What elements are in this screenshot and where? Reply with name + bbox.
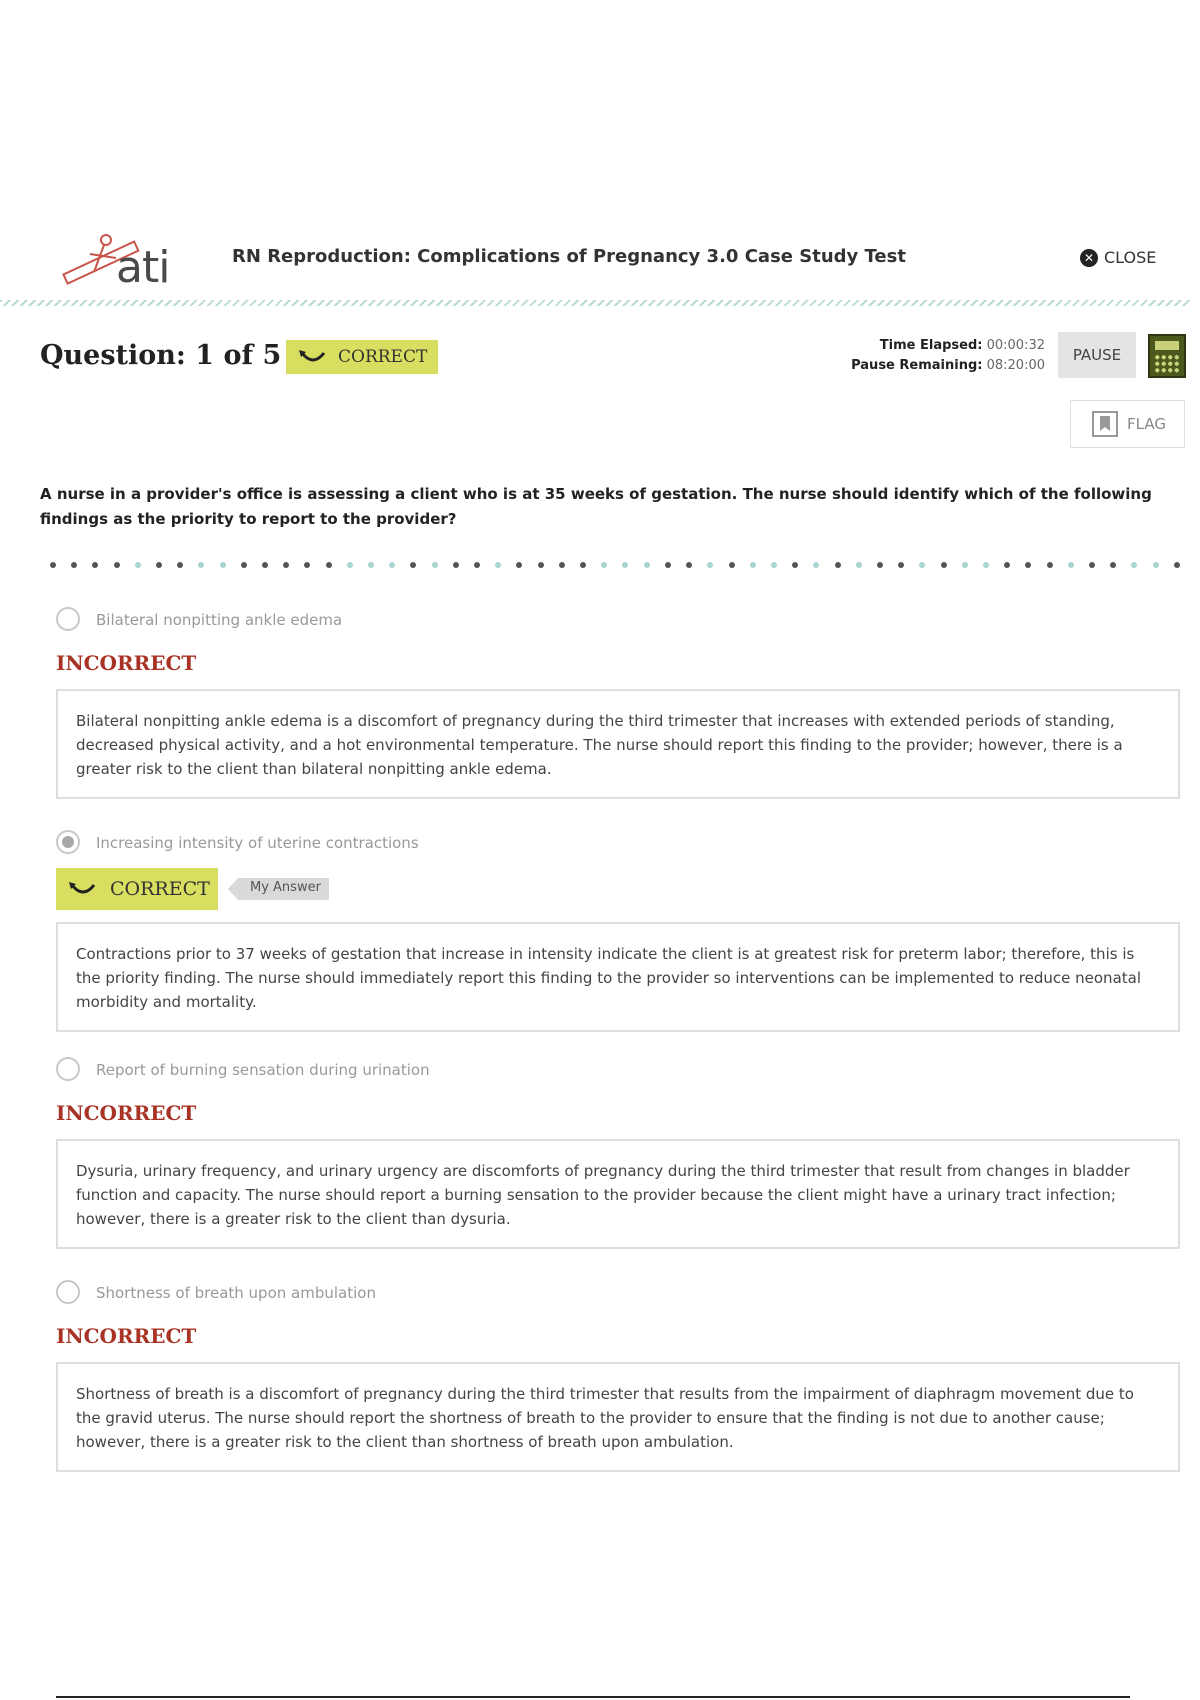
question-counter: Question: 1 of 5	[40, 340, 282, 371]
option-row[interactable]	[56, 1280, 1176, 1310]
separator-dot	[262, 562, 268, 568]
ati-logo	[60, 228, 180, 298]
correct-verdict	[56, 868, 1176, 910]
separator-dot	[771, 562, 777, 568]
separator-dot	[835, 562, 841, 568]
separator-dot	[622, 562, 628, 568]
option-radio[interactable]	[56, 1057, 80, 1081]
separator-dot	[1089, 562, 1095, 568]
answer-option	[56, 830, 1176, 1032]
separator-dot	[135, 562, 141, 568]
close-icon: ✕	[1080, 249, 1098, 267]
separator-dot	[750, 562, 756, 568]
separator-dot	[644, 562, 650, 568]
separator-dot	[410, 562, 416, 568]
option-label: Shortness of breath upon ambulation	[96, 1284, 376, 1302]
separator-dot	[813, 562, 819, 568]
separator-dot	[177, 562, 183, 568]
separator-dot	[156, 562, 162, 568]
calculator-icon[interactable]	[1148, 334, 1186, 378]
separator-dot	[856, 562, 862, 568]
separator-dot	[1174, 562, 1180, 568]
separator-dot	[198, 562, 204, 568]
time-elapsed-value: 00:00:32	[986, 338, 1045, 353]
correct-badge	[56, 868, 218, 910]
separator-dot	[516, 562, 522, 568]
header-divider	[0, 300, 1190, 306]
separator-dot	[474, 562, 480, 568]
separator-dot	[453, 562, 459, 568]
test-title: RN Reproduction: Complications of Pregnancy 3.0 Case Study Test	[232, 246, 906, 267]
separator-dot	[326, 562, 332, 568]
flag-label: FLAG	[1127, 415, 1166, 433]
separator-dot	[241, 562, 247, 568]
close-button[interactable]	[1080, 248, 1156, 267]
separator-dot	[50, 562, 56, 568]
separator-dot	[707, 562, 713, 568]
separator-dot	[114, 562, 120, 568]
rationale-box: Bilateral nonpitting ankle edema is a discomfort of pregnancy during the third trimester that increases with extended periods of standing, decreased physical activity, and a hot environmental temperature. The nurse should report this finding to the provider; however, there is a greater risk to the client than bilateral nonpitting ankle edema.	[56, 689, 1180, 799]
option-row[interactable]	[56, 830, 1176, 860]
separator-dot	[347, 562, 353, 568]
separator-dot	[1153, 562, 1159, 568]
option-label: Increasing intensity of uterine contractions	[96, 834, 419, 852]
time-elapsed-label: Time Elapsed:	[879, 338, 983, 353]
option-radio-selected[interactable]	[56, 830, 80, 854]
incorrect-label: INCORRECT	[56, 1324, 197, 1348]
rationale-box: Contractions prior to 37 weeks of gestation that increase in intensity indicate the client is at greatest risk for preterm labor; therefore, this is the priority finding. The nurse should immediately report this finding to the provider so interventions can be implemented to reduce neonatal morbidity and mortality.	[56, 922, 1180, 1032]
my-answer-tag: My Answer	[238, 878, 329, 900]
logo-text: ati	[116, 242, 170, 293]
option-radio[interactable]	[56, 607, 80, 631]
separator-dot	[368, 562, 374, 568]
separator-dot	[71, 562, 77, 568]
separator-dot	[538, 562, 544, 568]
calculator-keys	[1154, 354, 1180, 374]
separator-dot	[92, 562, 98, 568]
separator-dot	[580, 562, 586, 568]
calculator-screen	[1155, 341, 1179, 350]
separator-dot	[1025, 562, 1031, 568]
status-badge	[286, 340, 438, 374]
separator-dot	[792, 562, 798, 568]
separator-dot	[898, 562, 904, 568]
separator-dot	[729, 562, 735, 568]
separator-dot	[665, 562, 671, 568]
separator-dot	[304, 562, 310, 568]
separator-dot	[1110, 562, 1116, 568]
dotted-separator	[50, 558, 1180, 572]
separator-dot	[1004, 562, 1010, 568]
rationale-box: Dysuria, urinary frequency, and urinary urgency are discomforts of pregnancy during the third trimester that result from changes in bladder function and capacity. The nurse should report a burning sensation to the provider because the client might have a urinary tract infection; however, there is a greater risk to the client than dysuria.	[56, 1139, 1180, 1249]
separator-dot	[432, 562, 438, 568]
answer-option	[56, 1280, 1176, 1472]
separator-dot	[877, 562, 883, 568]
answer-option	[56, 607, 1176, 799]
incorrect-label: INCORRECT	[56, 1101, 197, 1125]
separator-dot	[389, 562, 395, 568]
incorrect-label: INCORRECT	[56, 651, 197, 675]
separator-dot	[1068, 562, 1074, 568]
separator-dot	[601, 562, 607, 568]
bottom-divider	[56, 1696, 1130, 1698]
timer-readout	[800, 336, 1045, 376]
pause-remaining-value: 08:20:00	[986, 358, 1045, 373]
question-text: A nurse in a provider's office is assessing a client who is at 35 weeks of gestation. The nurse should identify which of the following findings as the priority to report to the provider?	[40, 485, 1152, 528]
option-label: Report of burning sensation during urination	[96, 1061, 430, 1079]
separator-dot	[495, 562, 501, 568]
return-arrow-icon	[68, 881, 98, 897]
separator-dot	[283, 562, 289, 568]
separator-dot	[686, 562, 692, 568]
separator-dot	[559, 562, 565, 568]
bookmark-icon	[1091, 410, 1119, 438]
option-row[interactable]	[56, 607, 1176, 637]
pause-button[interactable]: PAUSE	[1058, 332, 1136, 378]
answer-option	[56, 1057, 1176, 1249]
separator-dot	[1131, 562, 1137, 568]
pause-remaining-label: Pause Remaining:	[851, 358, 983, 373]
app-header	[0, 220, 1200, 310]
correct-badge-label: CORRECT	[110, 878, 210, 900]
return-arrow-icon	[298, 349, 328, 365]
option-row[interactable]	[56, 1057, 1176, 1087]
option-label: Bilateral nonpitting ankle edema	[96, 611, 343, 629]
option-radio[interactable]	[56, 1280, 80, 1304]
question-bar	[0, 330, 1200, 390]
separator-dot	[962, 562, 968, 568]
separator-dot	[919, 562, 925, 568]
status-badge-label: CORRECT	[338, 347, 428, 367]
separator-dot	[1047, 562, 1053, 568]
rationale-box: Shortness of breath is a discomfort of pregnancy during the third trimester that results from the impairment of diaphragm movement due to the gravid uterus. The nurse should report the shortness of breath to the provider to ensure that the finding is not due to another cause; however, there is a greater risk to the client than shortness of breath upon ambulation.	[56, 1362, 1180, 1472]
separator-dot	[220, 562, 226, 568]
separator-dot	[941, 562, 947, 568]
close-label: CLOSE	[1104, 248, 1157, 267]
separator-dot	[983, 562, 989, 568]
flag-button[interactable]	[1070, 400, 1185, 448]
